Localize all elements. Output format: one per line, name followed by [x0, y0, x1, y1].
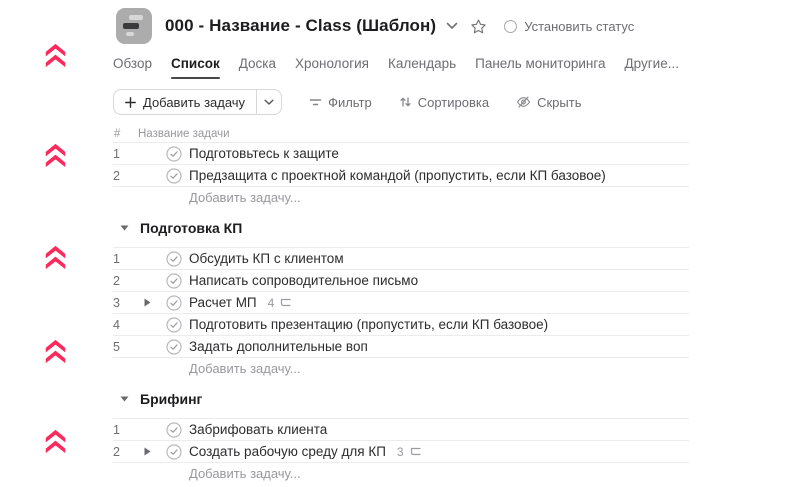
weeek-logo-icon — [43, 143, 68, 168]
check-circle-icon — [166, 251, 182, 267]
set-status-button[interactable] — [504, 19, 634, 34]
task-row[interactable] — [113, 269, 689, 291]
subtask-count: 3 — [396, 444, 404, 459]
add-task-dropdown-button[interactable] — [256, 90, 281, 114]
tab-label: Другие... — [624, 56, 679, 71]
add-task-row[interactable] — [113, 186, 689, 208]
tab-label: Обзор — [113, 56, 152, 71]
task-title[interactable]: Подготовить презентацию (пропустить, если КП базовое) — [189, 317, 549, 332]
subtask-count: 4 — [267, 295, 275, 310]
add-task-row-label: Добавить задачу... — [189, 361, 301, 376]
task-row[interactable] — [113, 440, 689, 462]
tab-dashboard[interactable] — [475, 56, 605, 79]
weeek-logo-icon — [43, 43, 68, 68]
check-circle-icon — [166, 168, 182, 184]
project-icon-bar — [123, 23, 139, 29]
task-title[interactable]: Написать сопроводительное письмо — [189, 273, 419, 288]
task-number: 5 — [113, 339, 120, 354]
tab-list[interactable] — [171, 56, 220, 79]
subtasks-icon — [409, 446, 422, 457]
task-number: 4 — [113, 317, 120, 332]
task-row[interactable] — [113, 142, 689, 164]
check-circle-icon — [166, 444, 182, 460]
complete-task-checkbox[interactable] — [161, 168, 189, 184]
column-number-header: # — [114, 128, 121, 140]
add-task-button-label: Добавить задачу — [143, 94, 246, 110]
favorite-star-icon[interactable] — [470, 18, 487, 35]
tab-label: Доска — [238, 56, 276, 71]
status-circle-icon — [504, 20, 517, 33]
eye-off-icon — [516, 96, 531, 108]
check-circle-icon — [166, 422, 182, 438]
task-list — [113, 142, 689, 484]
task-number: 1 — [113, 422, 120, 437]
weeek-logo-icon — [43, 245, 68, 270]
add-task-row[interactable] — [113, 357, 689, 379]
expand-subtasks-arrow-icon[interactable] — [144, 298, 151, 307]
task-row[interactable] — [113, 164, 689, 186]
weeek-logo-icon — [43, 339, 68, 364]
section-header[interactable] — [113, 208, 689, 247]
tab-board[interactable] — [239, 56, 276, 79]
tab-timeline[interactable] — [295, 56, 369, 79]
add-task-row-label: Добавить задачу... — [189, 190, 301, 205]
sort-arrows-icon — [399, 96, 412, 108]
task-number: 2 — [113, 444, 120, 459]
task-title[interactable]: Задать дополнительные воп — [189, 339, 368, 354]
hide-button[interactable] — [516, 95, 581, 110]
filter-label: Фильтр — [328, 94, 372, 110]
add-task-row[interactable] — [113, 462, 689, 484]
complete-task-checkbox[interactable] — [161, 444, 189, 460]
project-title: 000 - Название - Class (Шаблон) — [165, 16, 437, 35]
weeek-logo-icon — [43, 429, 68, 454]
complete-task-checkbox[interactable] — [161, 251, 189, 267]
task-title[interactable]: Создать рабочую среду для КП — [189, 444, 386, 459]
sort-button[interactable] — [399, 95, 489, 110]
complete-task-checkbox[interactable] — [161, 146, 189, 162]
tab-label: Панель мониторинга — [475, 56, 606, 71]
section-title: Брифинг — [140, 390, 203, 407]
section-title: Подготовка КП — [140, 219, 243, 236]
task-title[interactable]: Предзащита с проектной командой (пропустить, если КП базовое) — [189, 168, 606, 183]
task-row[interactable] — [113, 418, 689, 440]
complete-task-checkbox[interactable] — [161, 422, 189, 438]
check-circle-icon — [166, 146, 182, 162]
subtask-badge — [397, 445, 422, 459]
project-icon[interactable] — [116, 8, 152, 44]
section-collapse-caret-icon[interactable] — [120, 225, 129, 231]
table-column-header — [113, 127, 689, 142]
task-row[interactable] — [113, 335, 689, 357]
section-header[interactable] — [113, 379, 689, 418]
subtask-badge — [268, 296, 293, 310]
subtasks-icon — [279, 297, 292, 308]
hide-label: Скрыть — [537, 94, 582, 110]
expand-subtasks-arrow-icon[interactable] — [144, 447, 151, 456]
project-icon-bar — [126, 32, 134, 36]
task-title[interactable]: Подготовьтесь к защите — [189, 146, 339, 161]
check-circle-icon — [166, 339, 182, 355]
task-number: 2 — [113, 168, 120, 183]
project-page — [113, 0, 689, 484]
complete-task-checkbox[interactable] — [161, 317, 189, 333]
column-name-header: Название задачи — [138, 128, 230, 140]
plus-icon — [125, 97, 136, 108]
add-task-button-main[interactable] — [114, 90, 256, 114]
complete-task-checkbox[interactable] — [161, 339, 189, 355]
toolbar — [113, 89, 689, 115]
task-number: 3 — [113, 295, 120, 310]
check-circle-icon — [166, 273, 182, 289]
tab-calendar[interactable] — [388, 56, 456, 79]
add-task-row-label: Добавить задачу... — [189, 466, 301, 481]
task-number: 2 — [113, 273, 120, 288]
project-menu-chevron-down-icon[interactable] — [446, 22, 458, 30]
task-number: 1 — [113, 251, 120, 266]
project-header — [113, 8, 689, 44]
chevron-down-icon — [264, 99, 274, 106]
set-status-label: Установить статус — [524, 18, 635, 34]
task-row[interactable] — [113, 291, 689, 313]
task-number: 1 — [113, 146, 120, 161]
sort-label: Сортировка — [417, 94, 490, 110]
tab-label: Список — [171, 56, 220, 71]
section-collapse-caret-icon[interactable] — [120, 396, 129, 402]
tab-other[interactable] — [624, 56, 678, 79]
tab-label: Хронология — [294, 56, 369, 71]
check-circle-icon — [166, 295, 182, 311]
filter-button[interactable] — [309, 95, 372, 110]
tabs — [113, 56, 689, 79]
tab-label: Календарь — [387, 56, 457, 71]
add-task-button[interactable] — [113, 89, 282, 115]
task-title[interactable]: Расчет МП — [189, 295, 257, 310]
task-title[interactable]: Обсудить КП с клиентом — [189, 251, 344, 266]
task-row[interactable] — [113, 313, 689, 335]
task-title[interactable]: Забрифовать клиента — [189, 422, 328, 437]
complete-task-checkbox[interactable] — [161, 273, 189, 289]
check-circle-icon — [166, 317, 182, 333]
task-row[interactable] — [113, 247, 689, 269]
project-icon-bar — [129, 15, 143, 20]
filter-icon — [309, 97, 322, 108]
tab-overview[interactable] — [113, 56, 152, 79]
complete-task-checkbox[interactable] — [161, 295, 189, 311]
